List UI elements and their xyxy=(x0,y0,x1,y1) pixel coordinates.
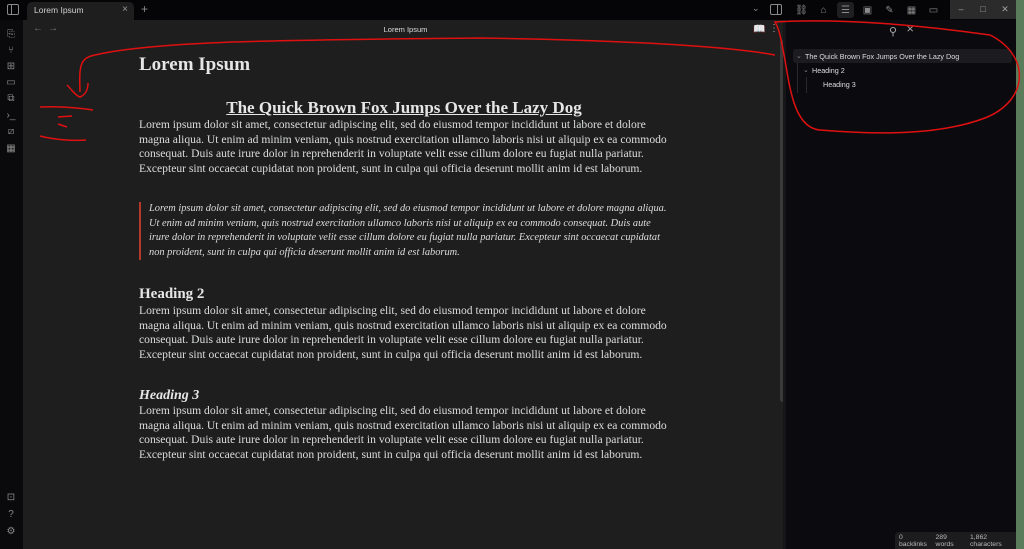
chevron-down-icon[interactable]: ⌄ xyxy=(796,53,802,60)
draw-icon[interactable]: ⧄ xyxy=(7,126,15,137)
outline-item-label: Heading 3 xyxy=(823,79,856,89)
maximize-button[interactable]: □ xyxy=(980,4,986,14)
help-icon[interactable]: ? xyxy=(8,509,14,520)
collapse-all-icon[interactable]: ⨯ xyxy=(906,24,915,35)
title-bar xyxy=(0,0,1016,20)
table-icon[interactable]: ▦ xyxy=(906,4,917,16)
daily-note-icon[interactable]: ▭ xyxy=(6,77,16,88)
heading-3: Heading 3 xyxy=(139,388,200,403)
calendar-icon[interactable]: ▣ xyxy=(862,4,873,16)
chevron-down-icon[interactable]: ⌄ xyxy=(803,67,809,74)
right-sidebar-tabs xyxy=(793,2,942,18)
tab-lorem-ipsum[interactable] xyxy=(27,2,134,20)
left-ribbon xyxy=(0,20,23,549)
search-icon[interactable]: ⚲ xyxy=(889,26,898,38)
heading-1: The Quick Brown Fox Jumps Over the Lazy Dog xyxy=(226,98,582,117)
minimize-button[interactable]: – xyxy=(958,4,964,14)
canvas-icon[interactable]: ⊞ xyxy=(6,61,16,72)
outline-item-h1[interactable] xyxy=(793,49,1012,63)
view-title[interactable]: Lorem Ipsum xyxy=(383,25,428,34)
tab-label: Lorem Ipsum xyxy=(34,5,84,15)
paragraph: Lorem ipsum dolor sit amet, consectetur adipiscing elit, sed do eiusmod tempor incididunt ut labore et dolore magna aliqua. Ut enim ad minim veniam, quis nostrud exercitation ullamco laboris nisi ut aliquip ex ea commodo consequat. Duis aute irure dolor in reprehenderit in voluptate velit esse cillum dolore eu fugiat nulla pariatur. Excepteur sint occaecat cupidatat non proident, sunt in culpa qui officia deserunt mollit anim id est laborum. xyxy=(139,304,667,361)
desktop-edge xyxy=(1016,0,1024,549)
backlinks-icon[interactable]: ⛓ xyxy=(795,4,808,16)
new-tab-button[interactable]: + xyxy=(141,2,149,16)
outline-guide xyxy=(797,63,798,93)
backlinks-count[interactable]: 0 backlinks xyxy=(899,533,927,548)
word-count: 289 words xyxy=(935,533,954,548)
graph-icon[interactable]: ⑂ xyxy=(8,45,14,56)
paragraph: Lorem ipsum dolor sit amet, consectetur adipiscing elit, sed do eiusmod tempor incididunt ut labore et dolore magna aliqua. Ut enim ad minim veniam, quis nostrud exercitation ullamco laboris nisi ut aliquip ex ea commodo consequat. Duis aute irure dolor in reprehenderit in voluptate velit esse cillum dolore eu fugiat nulla pariatur. Excepteur sint occaecat cupidatat non proident, sunt in culpa qui officia deserunt mollit anim id est laborum. xyxy=(139,404,667,461)
vault-icon[interactable]: ⊡ xyxy=(6,492,16,503)
heading-2: Heading 2 xyxy=(139,286,205,302)
open-file-icon[interactable]: ⎘ xyxy=(7,29,15,40)
view-header xyxy=(23,20,783,40)
reading-mode-icon[interactable]: 📖 xyxy=(753,24,766,35)
terminal-icon[interactable]: ›_ xyxy=(6,110,16,121)
inline-title[interactable]: Lorem Ipsum xyxy=(139,54,251,75)
editor-pane xyxy=(23,20,783,549)
outline-pane xyxy=(786,20,1016,549)
outline-icon[interactable]: ☰ xyxy=(837,2,854,18)
outline-guide xyxy=(806,77,807,93)
left-sidebar-toggle-icon[interactable] xyxy=(7,4,19,15)
status-bar xyxy=(895,532,1016,549)
right-sidebar-toggle-icon[interactable] xyxy=(770,4,782,15)
window-controls xyxy=(950,0,1016,19)
outline-item-label: Heading 2 xyxy=(812,65,845,75)
tab-list-chevron-icon[interactable]: ⌄ xyxy=(752,3,760,13)
note-content[interactable] xyxy=(139,54,669,462)
outline-item-h3[interactable] xyxy=(823,77,856,91)
back-arrow-icon[interactable]: ← xyxy=(33,23,43,34)
settings-icon[interactable]: ⚙ xyxy=(6,526,16,537)
close-icon[interactable]: × xyxy=(122,4,128,15)
outline-item-label: The Quick Brown Fox Jumps Over the Lazy Dog xyxy=(805,51,960,61)
templates-icon[interactable]: ⧉ xyxy=(7,93,15,104)
table-icon[interactable]: ▦ xyxy=(6,143,16,154)
blockquote: Lorem ipsum dolor sit amet, consectetur adipiscing elit, sed do eiusmod tempor incididunt ut labore et dolore magna aliqua. Ut enim ad minim veniam, quis nostrud exercitation ullamco laboris nisi ut aliquip ex ea commodo consequat. Duis aute irure dolor in reprehenderit in voluptate velit esse cillum dolore eu fugiat nulla pariatur. Excepteur sint occaecat cupidatat non proident, sunt in culpa qui officia deserunt mollit anim id est laborum. xyxy=(139,202,667,260)
forward-arrow-icon[interactable]: → xyxy=(48,23,58,34)
more-options-icon[interactable]: ⋮ xyxy=(769,23,779,34)
character-count: 1,862 characters xyxy=(970,533,1002,548)
outline-item-h2[interactable] xyxy=(803,63,845,77)
archive-icon[interactable]: ▭ xyxy=(928,4,939,16)
paragraph: Lorem ipsum dolor sit amet, consectetur adipiscing elit, sed do eiusmod tempor incididunt ut labore et dolore magna aliqua. Ut enim ad minim veniam, quis nostrud exercitation ullamco laboris nisi ut aliquip ex ea commodo consequat. Duis aute irure dolor in reprehenderit in voluptate velit esse cillum dolore eu fugiat nulla pariatur. Excepteur sint occaecat cupidatat non proident, sunt in culpa qui officia deserunt mollit anim id est laborum. xyxy=(139,118,667,175)
tags-icon[interactable]: ⌂ xyxy=(820,4,827,16)
close-window-button[interactable]: ✕ xyxy=(1001,4,1009,14)
edit-icon[interactable]: ✎ xyxy=(885,4,894,16)
